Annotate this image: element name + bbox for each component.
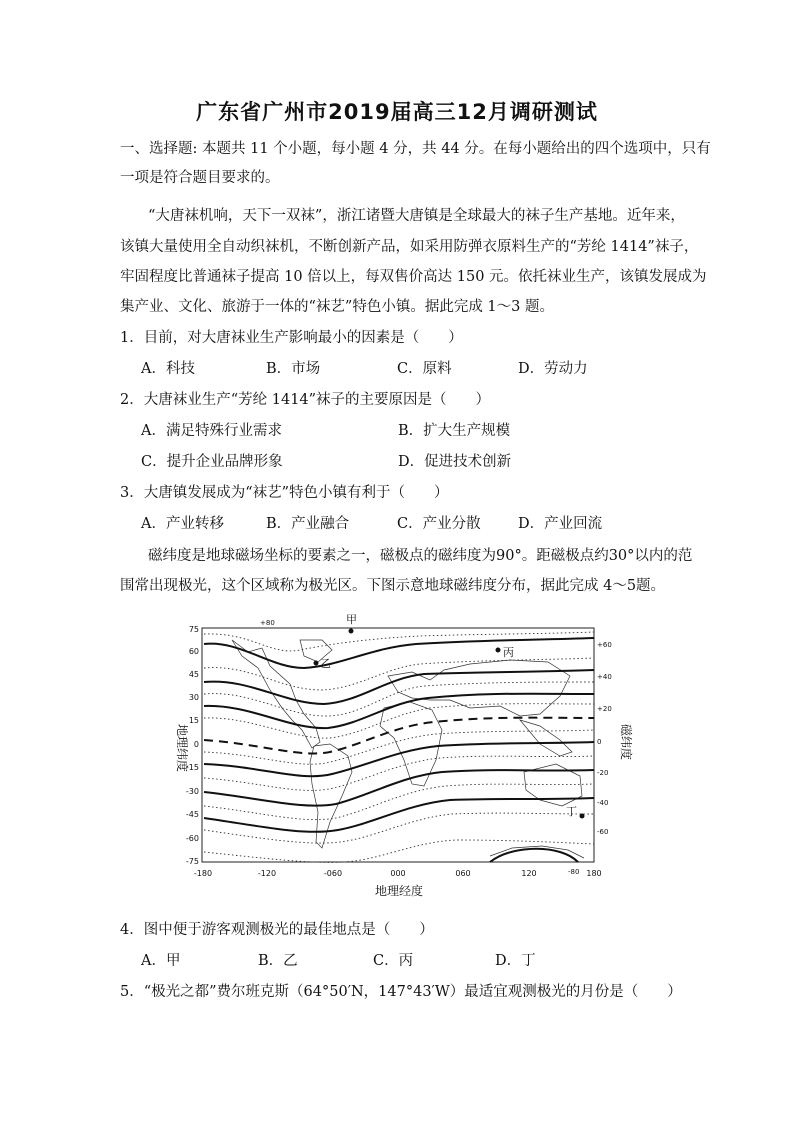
- y2-axis-label: 磁纬度: [619, 723, 633, 761]
- question-4-stem: 4．图中便于游客观测极光的最佳地点是（ ）: [120, 922, 434, 938]
- y-tick-minus-75: -75: [185, 857, 199, 866]
- mag-tick-bottom: -80: [568, 868, 580, 876]
- question-3-option-d: D．产业回流: [518, 516, 603, 532]
- question-2-option-d: D．促进技术创新: [398, 454, 512, 470]
- point-bing-label: 丙: [503, 646, 514, 659]
- x-tick-minus-120: -120: [257, 869, 277, 878]
- y-tick-minus-60: -60: [185, 834, 199, 843]
- question-2-stem: 2．大唐袜业生产“芳纶 1414”袜子的主要原因是（ ）: [120, 392, 491, 408]
- question-1-stem: 1．目前，对大唐袜业生产影响最小的因素是（ ）: [120, 330, 463, 346]
- x-tick-060: 060: [455, 869, 471, 878]
- x-tick-minus-180: -180: [193, 869, 213, 878]
- x-axis-ticks: [194, 869, 602, 878]
- question-2-option-b: B．扩大生产规模: [398, 423, 511, 439]
- mag-tick-plus-40: +40: [597, 673, 612, 681]
- y-tick-60: 60: [188, 647, 199, 656]
- question-4-option-a: A．甲: [141, 953, 181, 969]
- y-tick-30: 30: [188, 693, 199, 702]
- point-yi: [314, 657, 332, 670]
- x-axis-label: 地理经度: [374, 884, 424, 898]
- question-1-option-b: B．市场: [266, 361, 321, 377]
- question-4-option-c: C．丙: [373, 953, 414, 969]
- y-tick-minus-45: -45: [185, 810, 199, 819]
- question-1-option-a: A．科技: [141, 361, 195, 377]
- passage2-line-2: 围常出现极光，这个区域称为极光区。下图示意地球磁纬度分布，据此完成 4～5题。: [120, 578, 666, 594]
- question-4-option-b: B．乙: [258, 953, 298, 969]
- point-jia-label: 甲: [346, 613, 357, 626]
- mag-tick-0: 0: [597, 738, 602, 746]
- question-1-option-d: D．劳动力: [518, 361, 588, 377]
- question-4-option-d: D．丁: [495, 953, 536, 969]
- y-tick-75: 75: [188, 625, 199, 634]
- passage2-line-1: 磁纬度是地球磁场坐标的要素之一，磁极点的磁纬度为90°。距磁极点约30°以内的范: [148, 548, 693, 564]
- passage1-line-3: 牢固程度比普通袜子提高 10 倍以上，每双售价高达 150 元。依托袜业生产，该镇发展成为: [120, 269, 707, 285]
- x-tick-120: 120: [521, 869, 537, 878]
- point-jia: [346, 613, 357, 634]
- y-tick-45: 45: [188, 670, 199, 679]
- magnetic-equator: [204, 718, 594, 754]
- point-bing: [496, 646, 515, 659]
- section-instruction-line-1: 一、选择题: 本题共 11 个小题，每小题 4 分，共 44 分。在每小题给出的四个选项中，只有: [120, 141, 711, 157]
- question-3-stem: 3．大唐镇发展成为“袜艺”特色小镇有利于（ ）: [120, 485, 449, 501]
- mag-tick-minus-20: -20: [597, 769, 609, 777]
- point-yi-label: 乙: [320, 657, 331, 670]
- continent-outlines: [232, 640, 584, 858]
- y-tick-minus-30: -30: [185, 787, 199, 796]
- question-2-option-a: A．满足特殊行业需求: [141, 423, 282, 439]
- question-2-option-c: C．提升企业品牌形象: [141, 454, 283, 470]
- mag-tick-plus-20: +20: [597, 705, 612, 713]
- passage1-line-4: 集产业、文化、旅游于一体的“袜艺”特色小镇。据此完成 1～3 题。: [120, 299, 554, 315]
- solid-contours: [204, 638, 594, 862]
- question-5-stem: 5．“极光之都”费尔班克斯（64°50′N，147°43′W）最适宜观测极光的月份是（ ）: [120, 984, 682, 1000]
- passage1-line-2: 该镇大量使用全自动织袜机，不断创新产品，如采用防弹衣原料生产的“芳纶 1414”袜子，: [120, 239, 699, 255]
- x-tick-minus-060: -060: [323, 869, 343, 878]
- y-tick-15: 15: [188, 716, 199, 725]
- point-ding-label: 丁: [566, 805, 577, 818]
- mag-tick-minus-60: -60: [597, 828, 609, 836]
- y-axis-label: 地理纬度: [175, 723, 189, 773]
- mag-tick-top: +80: [260, 619, 275, 627]
- question-1-option-c: C．原料: [397, 361, 452, 377]
- question-3-option-a: A．产业转移: [141, 516, 224, 532]
- section-instruction-line-2: 一项是符合题目要求的。: [120, 170, 280, 186]
- passage1-line-1: “大唐袜机响，天下一双袜”，浙江诸暨大唐镇是全球最大的袜子生产基地。近年来，: [148, 208, 685, 224]
- y-tick-0: 0: [193, 740, 199, 749]
- x-tick-000: 000: [390, 869, 406, 878]
- y-tick-minus-15: -15: [185, 763, 199, 772]
- x-tick-180: 180: [586, 869, 602, 878]
- mag-tick-minus-40: -40: [597, 799, 609, 807]
- mag-tick-plus-60: +60: [597, 641, 612, 649]
- question-3-option-c: C．产业分散: [397, 516, 481, 532]
- page-title: 广东省广州市2019届高三12月调研测试: [196, 100, 598, 124]
- question-3-option-b: B．产业融合: [266, 516, 350, 532]
- point-ding: [566, 805, 585, 819]
